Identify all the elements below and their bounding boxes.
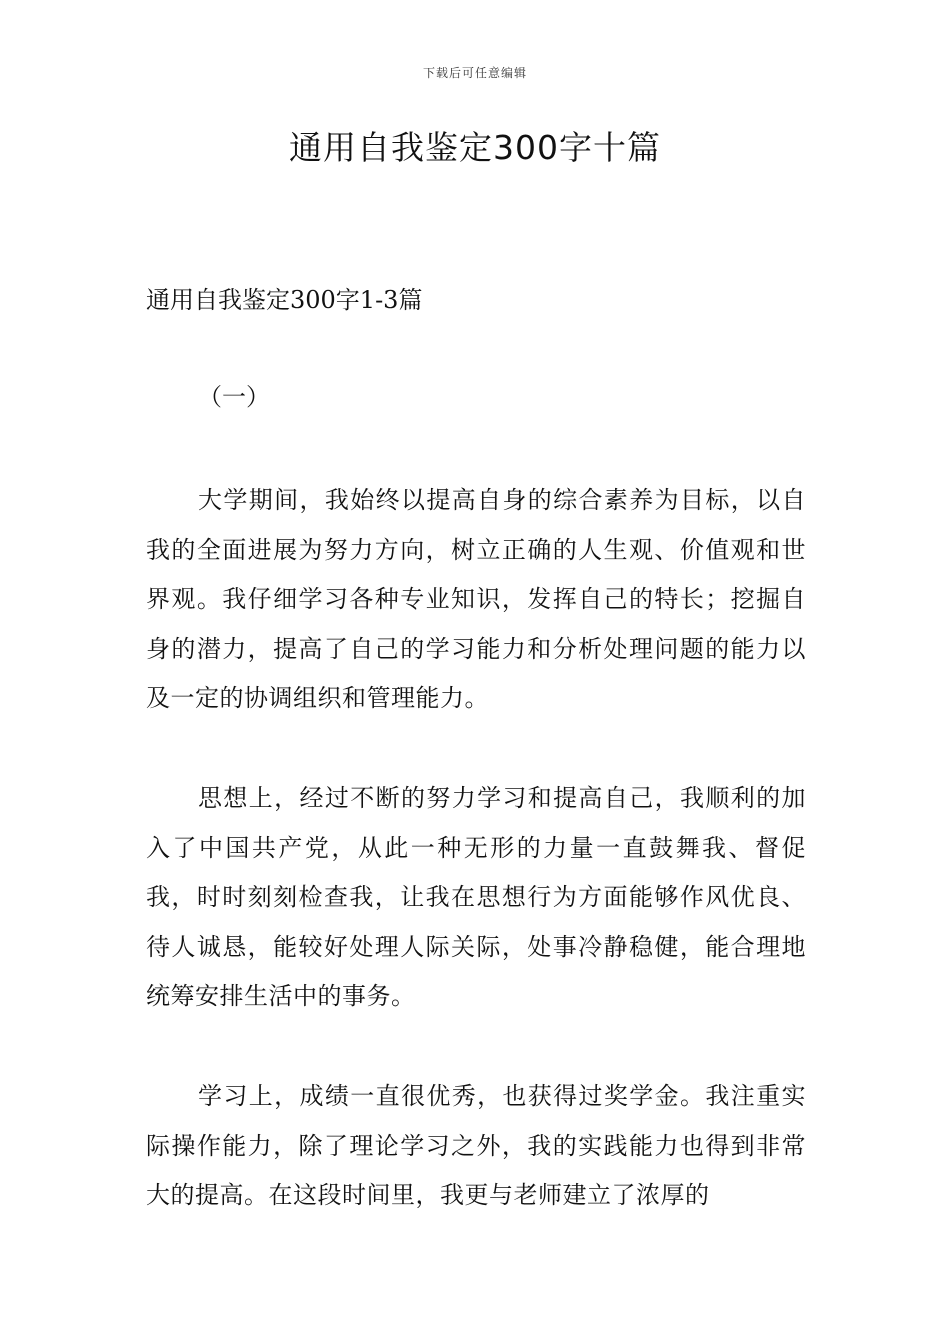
body-paragraph-1: 大学期间，我始终以提高自身的综合素养为目标，以自我的全面进展为努力方向，树立正确的人生观、价值观和世界观。我仔细学习各种专业知识，发挥自己的特长；挖掘自身的潜力，提高了自己的学习能力和分析处理问题的能力以及一定的协调组织和管理能力。 <box>146 486 806 712</box>
document-title: 通用自我鉴定300字十篇 <box>289 128 661 167</box>
section-heading: 通用自我鉴定300字1-3篇 <box>146 286 423 314</box>
body-paragraph-3: 学习上，成绩一直很优秀，也获得过奖学金。我注重实际操作能力，除了理论学习之外，我的实践能力也得到非常大的提高。在这段时间里，我更与老师建立了浓厚的 <box>146 1082 806 1209</box>
sub-heading: （一） <box>198 383 270 411</box>
header-note: 下载后可任意编辑 <box>422 66 527 80</box>
body-paragraph-2: 思想上，经过不断的努力学习和提高自己，我顺利的加入了中国共产党，从此一种无形的力量一直鼓舞我、督促我，时时刻刻检查我，让我在思想行为方面能够作风优良、待人诚恳，能较好处理人际关际，处事冷静稳健，能合理地统筹安排生活中的事务。 <box>146 784 806 1010</box>
